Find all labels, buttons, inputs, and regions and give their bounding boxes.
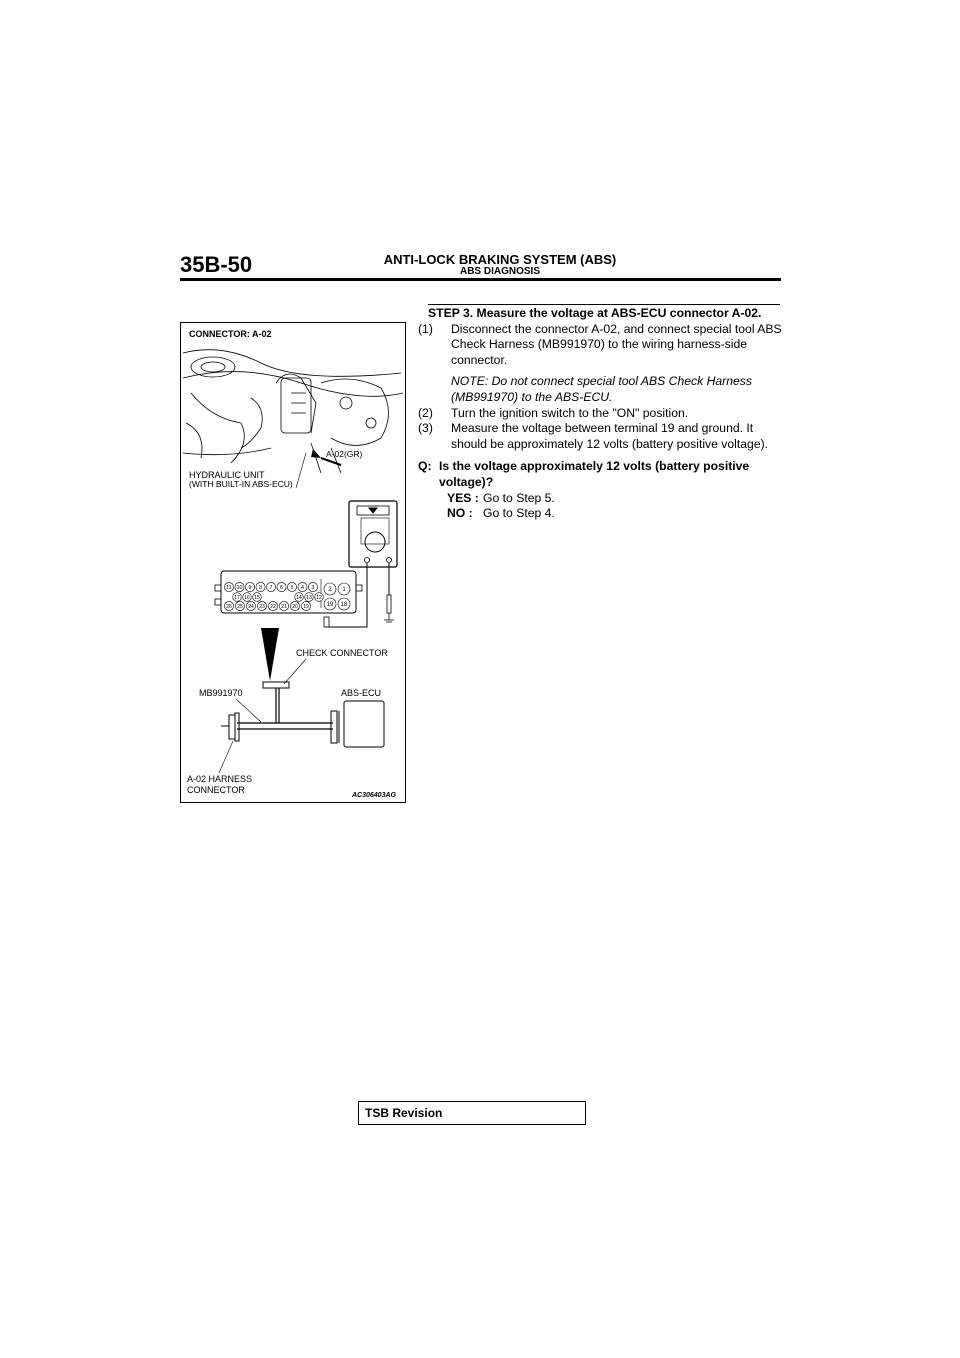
step-rule <box>428 304 780 305</box>
connector-pin-label: 19 <box>303 603 309 610</box>
step-body <box>418 306 786 522</box>
step-item-1: (1) Disconnect the connector A-02, and connect special tool ABS Check Harness (MB991970) to the wiring harness-side connector. <box>418 321 782 367</box>
connector-pin-label: 22 <box>270 603 276 610</box>
page-title: ANTI-LOCK BRAKING SYSTEM (ABS) <box>383 252 617 267</box>
answer-no: NO : Go to Step 4. <box>447 506 555 521</box>
answer-yes: YES : Go to Step 5. <box>447 490 555 505</box>
connector-pin-label: 20 <box>292 603 298 610</box>
connector-pin-label: 11 <box>226 584 232 591</box>
mb-label: MB991970 <box>199 688 243 698</box>
harness-label-2: CONNECTOR <box>187 785 245 795</box>
connector-pin-label: 21 <box>281 603 287 610</box>
hydraulic-unit-label: HYDRAULIC UNIT <box>189 470 265 480</box>
step-heading: STEP 3. Measure the voltage at ABS-ECU connector A-02. <box>428 306 762 320</box>
connector-pin-label: 9 <box>248 584 252 591</box>
connector-tag: A-02(GR) <box>326 449 363 459</box>
connector-pin-label: 12 <box>316 594 322 601</box>
step-note: NOTE: Do not connect special tool ABS Check Harness (MB991970) to the ABS-ECU. <box>451 374 752 404</box>
connector-pin-label: 5 <box>290 584 294 591</box>
connector-pin-label: 19 <box>326 602 334 609</box>
connector-pin-label: 7 <box>269 584 273 591</box>
connector-pin-label: 15 <box>254 594 260 601</box>
page-subtitle: ABS DIAGNOSIS <box>459 266 540 277</box>
step-item-2: (2) Turn the ignition switch to the "ON" position. <box>418 405 689 420</box>
direction-pointer <box>261 628 279 681</box>
header-rule <box>180 278 781 281</box>
multimeter-icon <box>326 501 397 627</box>
connector-pin-label: 25 <box>237 603 243 610</box>
hydraulic-unit-note: (WITH BUILT-IN ABS-ECU) <box>189 479 293 489</box>
connector-pin-label: 18 <box>340 602 348 609</box>
engine-bay-illustration <box>183 350 403 473</box>
check-connector-label: CHECK CONNECTOR <box>296 648 388 658</box>
step-item-3: (3) Measure the voltage between terminal 19 and ground. It should be approximately 12 volts (battery positive voltage). <box>418 421 769 451</box>
connector-pins <box>224 582 350 610</box>
connector-pin-label: 23 <box>259 603 265 610</box>
connector-pin-label: 8 <box>259 584 262 591</box>
figure-drawing <box>181 323 405 802</box>
connector-pin-label: 1 <box>342 587 346 594</box>
connector-pin-label: 10 <box>236 584 243 591</box>
connector-pin-label: 13 <box>306 594 312 601</box>
connector-pin-label: 6 <box>280 584 283 591</box>
pointer-arrow <box>311 449 321 458</box>
harness-label: A-02 HARNESS <box>187 774 253 784</box>
connector-pin-label: 26 <box>226 603 232 610</box>
section-number: 35B-50 <box>180 252 253 277</box>
connector-pin-label: 2 <box>328 587 332 594</box>
tsb-revision-box: TSB Revision <box>358 1101 586 1125</box>
connector-pin-label: 24 <box>248 603 254 610</box>
connector-pin-label: 14 <box>296 594 302 601</box>
step-question: Q: Is the voltage approximately 12 volts (battery positive voltage)? <box>418 459 750 489</box>
connector-pin-label: 4 <box>301 584 304 591</box>
figure-code: AC306403AG <box>352 792 396 799</box>
connector-pin-label: 16 <box>244 594 250 601</box>
connector-figure <box>180 322 406 803</box>
connector-pin-label: 3 <box>311 584 315 591</box>
connector-pin-label: 17 <box>234 594 240 601</box>
abs-ecu-label: ABS-ECU <box>341 688 382 698</box>
connector-label: CONNECTOR: A-02 <box>189 329 272 339</box>
